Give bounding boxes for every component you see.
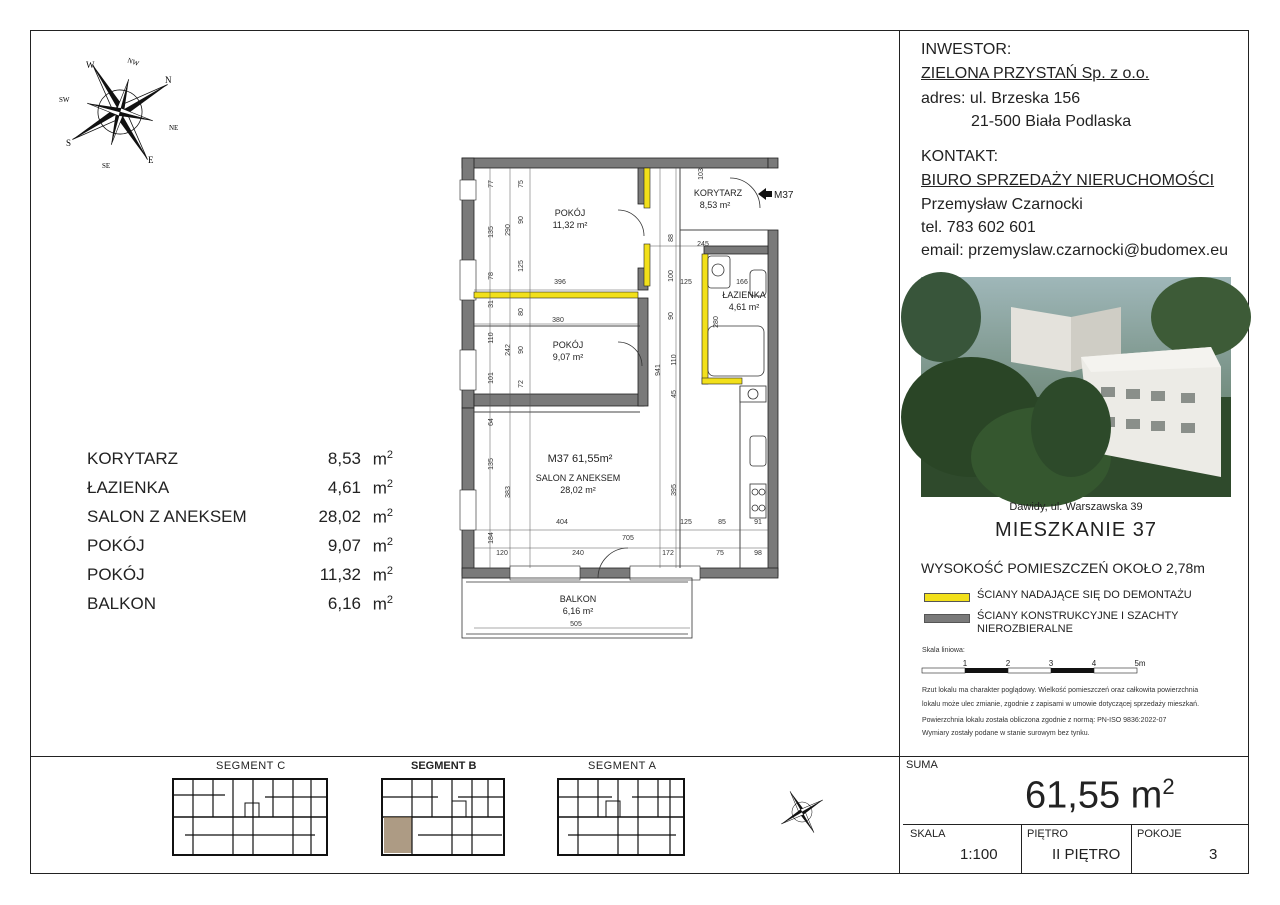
area-row-korytarz <box>87 449 397 477</box>
segment-b-plan <box>378 775 508 861</box>
area-value: 11,32 <box>319 565 361 584</box>
dim-80: 80 <box>518 308 525 316</box>
scale-tick-3: 3 <box>1048 659 1054 668</box>
compass-label-se: SE <box>102 162 111 170</box>
area-value: 8,53 <box>327 449 361 468</box>
dim-120: 120 <box>496 550 508 557</box>
dim-64: 64 <box>488 418 495 426</box>
area-row-lazienka <box>87 478 397 506</box>
room-korytarz-area: 8,53 m² <box>699 200 731 210</box>
scale-bar <box>922 658 1152 680</box>
area-unit: $m^2$ <box>372 478 393 498</box>
room-salon-area: 28,02 m² <box>560 485 596 495</box>
scale-tick-4: 4 <box>1091 659 1097 668</box>
skala-label: SKALA <box>910 828 946 840</box>
scale-bar-title: Skala liniowa: <box>922 647 965 654</box>
dim-75: 75 <box>518 180 525 188</box>
scale-tick-5: 5m <box>1134 659 1146 668</box>
dim-45: 45 <box>671 390 678 398</box>
room-pokoj1-name: POKÓJ <box>554 208 586 218</box>
room-balkon-area: 6,16 m² <box>562 606 594 616</box>
dim-101: 101 <box>488 372 495 384</box>
dim-396: 396 <box>554 279 566 286</box>
area-name: POKÓJ <box>87 536 145 555</box>
room-pokoj2-area: 9,07 m² <box>552 352 584 362</box>
area-value: 28,02 <box>318 507 361 526</box>
area-row-pokoj-large <box>87 565 397 593</box>
contact-email[interactable]: email: przemyslaw.czarnocki@budomex.eu <box>921 242 1229 259</box>
room-pokoj1-area: 11,32 m² <box>552 220 588 230</box>
segment-a-plan <box>552 775 692 861</box>
dim-125b: 125 <box>680 279 692 286</box>
legend-swatch-demolishable <box>924 593 970 602</box>
room-height-note: WYSOKOŚĆ POMIESZCZEŃ OKOŁO 2,78m <box>921 560 1205 576</box>
dim-31: 31 <box>488 300 495 308</box>
pokoje-value: 3 <box>1209 846 1218 863</box>
area-value: 6,16 <box>327 594 361 613</box>
dim-380: 380 <box>552 317 564 324</box>
legend-structural-2: NIEROZBIERALNE <box>977 623 1073 635</box>
area-unit: $m^2$ <box>372 507 393 527</box>
area-name: ŁAZIENKA <box>87 478 170 497</box>
note-1: Rzut lokalu ma charakter poglądowy. Wielkość pomieszczeń oraz całkowita powierzchnia <box>922 687 1199 694</box>
room-balkon-name: BALKON <box>559 594 597 604</box>
area-row-balkon <box>87 594 397 622</box>
area-unit: $m^2$ <box>372 594 393 614</box>
area-value: 4,61 <box>327 478 361 497</box>
area-unit: $m^2$ <box>372 449 393 469</box>
note-2: lokalu może ulec zmianie, zgodnie z zapisami w umowie dotyczącej sprzedaży mieszkań. <box>922 701 1200 708</box>
contact-office: BIURO SPRZEDAŻY NIERUCHOMOŚCI <box>921 172 1215 189</box>
dim-85: 85 <box>718 519 726 526</box>
pietro-label: PIĘTRO <box>1027 828 1068 840</box>
dim-395: 395 <box>671 484 678 496</box>
dim-505: 505 <box>570 621 582 628</box>
dim-245: 245 <box>697 241 709 248</box>
dim-125c: 125 <box>680 519 692 526</box>
building-visualization <box>921 277 1231 497</box>
investor-address: adres: ul. Brzeska 156 <box>921 90 1081 107</box>
area-row-salon <box>87 507 397 535</box>
area-value: 9,07 <box>327 536 361 555</box>
compass-label-nw: NW <box>126 56 141 68</box>
investor-company: ZIELONA PRZYSTAŃ Sp. z o.o. <box>921 65 1150 82</box>
area-unit: $m^2$ <box>372 536 393 556</box>
dim-135a: 135 <box>488 226 495 238</box>
dim-290: 290 <box>505 224 512 236</box>
room-lazienka-name: ŁAZIENKA <box>722 290 766 300</box>
dim-91: 91 <box>754 519 762 526</box>
dim-88: 88 <box>668 234 675 242</box>
contact-heading: KONTAKT: <box>921 148 999 165</box>
frame-divider-vertical <box>899 30 900 874</box>
segment-b-label: SEGMENT B <box>411 760 477 772</box>
scale-tick-2: 2 <box>1005 659 1011 668</box>
dim-705: 705 <box>622 535 634 542</box>
compass-rose-icon <box>55 50 185 180</box>
dim-135b: 135 <box>488 458 495 470</box>
location-caption: Dawidy, ul. Warszawska 39 <box>1009 501 1143 513</box>
compass-label-e: E <box>148 155 154 165</box>
dim-184: 184 <box>488 532 495 544</box>
room-lazienka-area: 4,61 m² <box>728 302 760 312</box>
compass-label-s: S <box>66 138 72 148</box>
dim-110b: 110 <box>671 354 678 366</box>
dim-242: 242 <box>505 344 512 356</box>
dim-90a: 90 <box>518 216 525 224</box>
summary-cell-divider-2 <box>1131 824 1132 874</box>
segment-c-plan <box>165 775 335 861</box>
summary-divider <box>903 824 1249 825</box>
dim-240: 240 <box>572 550 584 557</box>
dim-90c: 90 <box>518 346 525 354</box>
dim-110a: 110 <box>488 332 495 344</box>
compass-label-w: W <box>86 60 95 70</box>
compass-label-ne: NE <box>169 124 179 132</box>
area-name: POKÓJ <box>87 565 145 584</box>
entrance-arrow-icon <box>758 188 766 200</box>
dim-75b: 75 <box>716 550 724 557</box>
room-korytarz-name: KORYTARZ <box>693 188 743 198</box>
dim-100: 100 <box>668 270 675 282</box>
scale-tick-1: 1 <box>962 659 968 668</box>
note-3: Powierzchnia lokalu została obliczona zgodnie z normą: PN-ISO 9836:2022-07 <box>922 717 1167 724</box>
contact-phone: tel. 783 602 601 <box>921 219 1036 236</box>
dim-103: 103 <box>698 168 705 180</box>
skala-value: 1:100 <box>960 846 998 863</box>
contact-person: Przemysław Czarnocki <box>921 196 1083 213</box>
dim-77: 77 <box>488 180 495 188</box>
dim-125a: 125 <box>518 260 525 272</box>
dim-404: 404 <box>556 519 568 526</box>
room-pokoj2-name: POKÓJ <box>552 340 584 350</box>
entrance-label: M37 <box>774 190 794 201</box>
plan-title: M37 61,55m² <box>547 453 613 465</box>
area-name: SALON Z ANEKSEM <box>87 507 247 526</box>
compass-label-sw: SW <box>59 96 70 104</box>
pokoje-label: POKOJE <box>1137 828 1182 840</box>
compass-label-n: N <box>165 75 172 85</box>
area-name: BALKON <box>87 594 156 613</box>
pietro-value: II PIĘTRO <box>1052 846 1121 863</box>
apartment-title: MIESZKANIE 37 <box>995 519 1157 541</box>
total-area: 61,55 $m^2$ <box>1025 774 1175 817</box>
segment-c-label: SEGMENT C <box>216 760 286 772</box>
investor-heading: INWESTOR: <box>921 41 1012 58</box>
summary-cell-divider-1 <box>1021 824 1022 874</box>
dim-98: 98 <box>754 550 762 557</box>
small-compass-icon <box>772 782 832 842</box>
dim-383: 383 <box>505 486 512 498</box>
frame-divider-horizontal <box>30 756 1249 757</box>
dim-78: 78 <box>488 272 495 280</box>
suma-label: SUMA <box>906 759 938 771</box>
legend-demolishable: ŚCIANY NADAJĄCE SIĘ DO DEMONTAŻU <box>977 589 1192 601</box>
note-4: Wymiary zostały podane w stanie surowym bez tynku. <box>922 730 1090 737</box>
legend-swatch-structural <box>924 614 970 623</box>
dim-166: 166 <box>736 279 748 286</box>
area-name: KORYTARZ <box>87 449 178 468</box>
floor-plan <box>450 150 794 650</box>
dim-90b: 90 <box>668 312 675 320</box>
area-unit: $m^2$ <box>372 565 393 585</box>
dim-72: 72 <box>518 380 525 388</box>
room-salon-name: SALON Z ANEKSEM <box>535 473 621 483</box>
investor-city: 21-500 Biała Podlaska <box>971 113 1132 130</box>
legend-structural-1: ŚCIANY KONSTRUKCYJNE I SZACHTY <box>977 610 1179 622</box>
area-row-pokoj-small <box>87 536 397 564</box>
dim-280: 280 <box>713 316 720 328</box>
dim-172: 172 <box>662 550 674 557</box>
segment-a-label: SEGMENT A <box>588 760 657 772</box>
dim-941: 941 <box>655 364 662 376</box>
